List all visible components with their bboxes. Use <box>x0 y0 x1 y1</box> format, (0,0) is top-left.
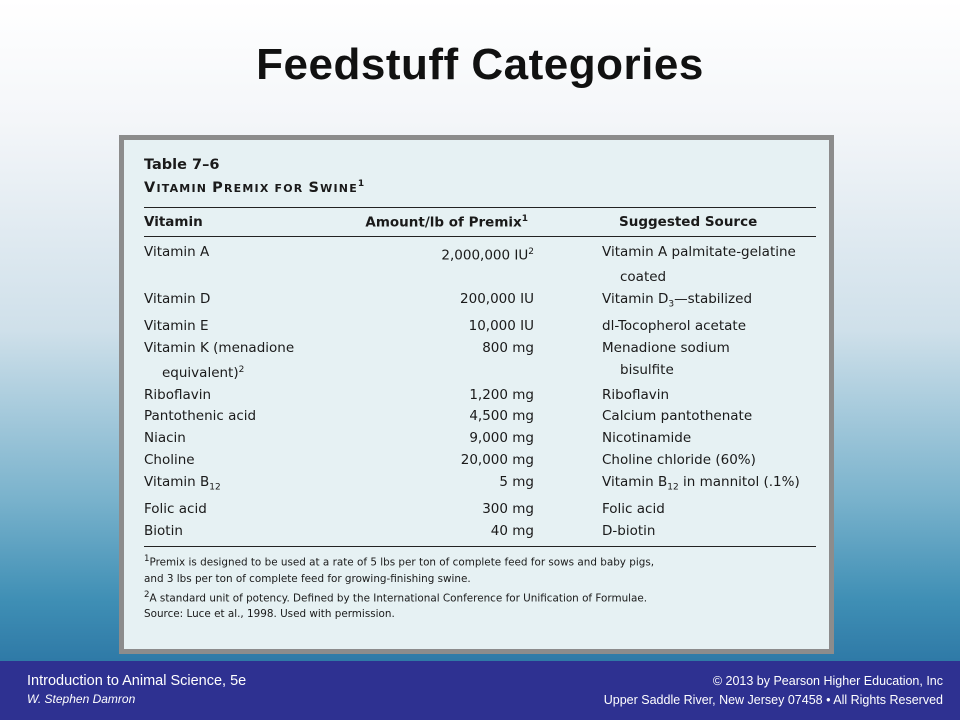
table-row: Folic acid 300 mg Folic acid <box>144 500 665 517</box>
footnote-1: $^1$Premix is designed to be used at a rate of 5 lbs per ton of complete feed for sows and baby pigs, <box>144 554 655 569</box>
table-row-continuation: equivalent)$^2$ bisulfite <box>162 361 674 382</box>
table-number: Table 7–6 <box>144 157 220 173</box>
footnote-2: $^2$A standard unit of potency. Defined by the International Conference for Unification of Formulae. <box>144 589 648 605</box>
table-row: Vitamin E 10,000 IU dl-Tocopherol acetate <box>144 318 746 335</box>
table-image-frame <box>119 135 834 654</box>
table-row: Riboflavin 1,200 mg Riboflavin <box>144 386 670 403</box>
table-row: Choline 20,000 mg Choline chloride (60%) <box>144 451 756 468</box>
header-vitamin: Vitamin <box>144 213 203 230</box>
vitamin-premix-table <box>144 156 816 622</box>
slide-title: Feedstuff Categories <box>256 40 704 89</box>
table-row: Vitamin K (menadione 800 mg Menadione sodium <box>144 339 730 356</box>
table-title: VITAMIN PREMIX FOR SWINE$^1$ <box>144 179 366 196</box>
header-source: Suggested Source <box>619 213 758 230</box>
table-row: Vitamin $B_{12}$ 5 mg Vitamin $B_{12}$ in mannitol (.1%) <box>144 473 800 493</box>
footer-author: W. Stephen Damron <box>27 692 136 706</box>
footer-copyright: © 2013 by Pearson Higher Education, Inc <box>712 674 943 688</box>
footer-bar <box>0 661 960 720</box>
table-header-row <box>144 208 816 237</box>
table-footnotes <box>144 551 816 622</box>
table-row: Niacin 9,000 mg Nicotinamide <box>144 430 692 447</box>
footer-address: Upper Saddle River, New Jersey 07458 • All Rights Reserved <box>603 693 943 707</box>
table-row: Pantothenic acid 4,500 mg Calcium pantothenate <box>144 408 753 425</box>
table-row-continuation: coated <box>620 269 667 286</box>
table-row: Biotin 40 mg D-biotin <box>144 522 656 539</box>
footnote-1-cont: and 3 lbs per ton of complete feed for growing-finishing swine. <box>144 572 471 585</box>
table-source: Source: Luce et al., 1998. Used with permission. <box>144 608 395 621</box>
table-body <box>144 237 816 543</box>
footer-book-title: Introduction to Animal Science, 5e <box>27 673 247 689</box>
footer-left <box>27 672 246 707</box>
header-amount: Amount/lb of Premix$^1$ <box>365 213 528 231</box>
table-row: Vitamin D 200,000 IU Vitamin $D_3—stabilized$ <box>144 290 753 310</box>
table-row: Vitamin A 2,000,000 $IU^2$ Vitamin A palmitate-gelatine <box>144 243 796 264</box>
table-bottom-rule <box>144 546 816 547</box>
footer-right <box>604 672 943 710</box>
